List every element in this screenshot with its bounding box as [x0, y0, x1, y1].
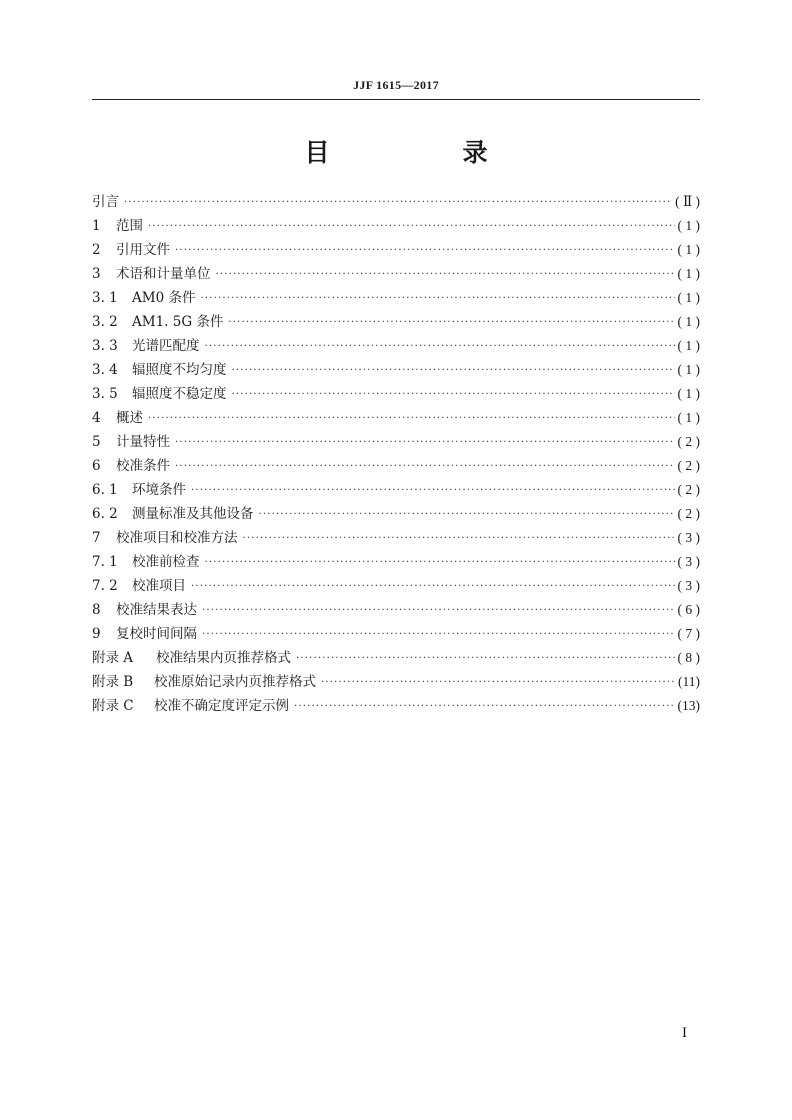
toc-entry-3-4[interactable]	[92, 358, 700, 382]
toc-entry-label: AM0 条件	[132, 290, 196, 306]
toc-entry-6-2[interactable]	[92, 502, 700, 526]
toc-entry-3[interactable]	[92, 262, 700, 286]
toc-entry-label: 校准原始记录内页推荐格式	[154, 674, 316, 690]
toc-dot-leader	[148, 215, 675, 239]
toc-entry-page: ( Ⅱ )	[675, 194, 700, 209]
toc-dot-leader	[191, 479, 675, 503]
toc-dot-leader	[191, 575, 675, 599]
toc-entry-page: (13)	[677, 698, 700, 713]
toc-dot-leader	[124, 191, 672, 215]
toc-entry-2[interactable]	[92, 238, 700, 262]
header-rule	[92, 99, 700, 100]
toc-entry-4[interactable]	[92, 406, 700, 430]
toc-entry-introduction[interactable]	[92, 190, 700, 214]
toc-dot-leader	[202, 623, 675, 647]
toc-entry-label: 校准结果表达	[116, 602, 197, 618]
toc-entry-number: 5	[92, 434, 101, 450]
toc-entry-number: 3. 5	[92, 386, 118, 402]
toc-entry-page: ( 3 )	[677, 554, 700, 569]
toc-entry-number: 3. 2	[92, 314, 118, 330]
toc-entry-label: 校准不确定度评定示例	[154, 698, 289, 714]
toc-entry-page: ( 2 )	[677, 506, 700, 521]
toc-entry-appendix-a[interactable]	[92, 646, 700, 670]
table-of-contents	[92, 190, 700, 718]
toc-entry-page: ( 1 )	[677, 338, 700, 353]
toc-entry-label: AM1. 5G 条件	[132, 314, 224, 330]
page-number: I	[682, 1025, 687, 1041]
toc-dot-leader	[148, 407, 675, 431]
toc-entry-3-1[interactable]	[92, 286, 700, 310]
toc-entry-number: 3. 3	[92, 338, 118, 354]
toc-entry-8[interactable]	[92, 598, 700, 622]
toc-dot-leader	[175, 239, 675, 263]
toc-entry-number: 6. 1	[92, 482, 118, 498]
toc-entry-label: 校准前检查	[132, 554, 200, 570]
toc-dot-leader	[175, 455, 675, 479]
toc-entry-number: 8	[92, 602, 101, 618]
toc-entry-page: ( 2 )	[677, 458, 700, 473]
toc-dot-leader	[175, 431, 675, 455]
toc-entry-page: ( 1 )	[677, 410, 700, 425]
toc-entry-page: ( 1 )	[677, 290, 700, 305]
toc-entry-label: 校准结果内页推荐格式	[156, 650, 291, 666]
toc-entry-page: ( 8 )	[677, 650, 700, 665]
toc-dot-leader	[232, 359, 675, 383]
toc-entry-label: 计量特性	[116, 434, 170, 450]
toc-entry-label: 环境条件	[132, 482, 186, 498]
toc-entry-page: ( 3 )	[677, 578, 700, 593]
standard-code-header: JJF 1615—2017	[353, 78, 439, 92]
toc-entry-number: 6	[92, 458, 101, 474]
toc-entry-label: 引用文件	[116, 242, 170, 258]
toc-dot-leader	[202, 599, 675, 623]
toc-entry-appendix-c[interactable]	[92, 694, 700, 718]
toc-entry-page: ( 6 )	[677, 602, 700, 617]
toc-entry-number: 3. 1	[92, 290, 118, 306]
toc-dot-leader	[232, 383, 675, 407]
toc-entry-number: 7	[92, 530, 101, 546]
toc-entry-page: ( 7 )	[677, 626, 700, 641]
toc-entry-9[interactable]	[92, 622, 700, 646]
toc-entry-page: ( 1 )	[677, 362, 700, 377]
toc-dot-leader	[200, 287, 674, 311]
toc-entry-label: 术语和计量单位	[116, 266, 211, 282]
toc-entry-number: 3	[92, 266, 101, 282]
toc-entry-page: ( 1 )	[677, 266, 700, 281]
toc-entry-page: ( 3 )	[677, 530, 700, 545]
toc-entry-number: 3. 4	[92, 362, 118, 378]
toc-entry-number: 7. 2	[92, 578, 118, 594]
toc-entry-1[interactable]	[92, 214, 700, 238]
toc-entry-number: 附录 A	[92, 650, 134, 666]
toc-entry-page: (11)	[678, 674, 700, 689]
toc-entry-page: ( 2 )	[677, 482, 700, 497]
toc-entry-page: ( 1 )	[677, 314, 700, 329]
toc-entry-5[interactable]	[92, 430, 700, 454]
toc-entry-appendix-b[interactable]	[92, 670, 700, 694]
toc-entry-number: 6. 2	[92, 506, 118, 522]
toc-entry-label: 辐照度不稳定度	[132, 386, 227, 402]
toc-entry-label: 引言	[92, 194, 119, 210]
toc-entry-7[interactable]	[92, 526, 700, 550]
toc-entry-label: 校准项目	[132, 578, 186, 594]
toc-entry-label: 概述	[116, 410, 143, 426]
toc-entry-3-5[interactable]	[92, 382, 700, 406]
page-title: 目 录	[304, 138, 542, 167]
toc-entry-number: 2	[92, 242, 101, 258]
toc-entry-page: ( 2 )	[677, 434, 700, 449]
toc-entry-label: 范围	[116, 218, 143, 234]
toc-entry-label: 测量标准及其他设备	[132, 506, 254, 522]
toc-entry-number: 7. 1	[92, 554, 118, 570]
toc-entry-7-2[interactable]	[92, 574, 700, 598]
toc-entry-label: 校准项目和校准方法	[116, 530, 238, 546]
toc-entry-number: 附录 B	[92, 674, 134, 690]
toc-entry-6-1[interactable]	[92, 478, 700, 502]
toc-entry-6[interactable]	[92, 454, 700, 478]
toc-entry-3-3[interactable]	[92, 334, 700, 358]
toc-entry-page: ( 1 )	[677, 242, 700, 257]
toc-entry-7-1[interactable]	[92, 550, 700, 574]
toc-dot-leader	[228, 311, 674, 335]
toc-entry-label: 光谱匹配度	[132, 338, 200, 354]
toc-entry-3-2[interactable]	[92, 310, 700, 334]
toc-dot-leader	[243, 527, 675, 551]
toc-entry-page: ( 1 )	[677, 218, 700, 233]
toc-entry-number: 4	[92, 410, 101, 426]
toc-dot-leader	[216, 263, 675, 287]
toc-entry-page: ( 1 )	[677, 386, 700, 401]
toc-entry-number: 附录 C	[92, 698, 134, 714]
toc-entry-number: 9	[92, 626, 101, 642]
toc-entry-number: 1	[92, 218, 101, 234]
toc-entry-label: 复校时间间隔	[116, 626, 197, 642]
toc-entry-label: 辐照度不均匀度	[132, 362, 227, 378]
toc-dot-leader	[296, 647, 675, 671]
toc-dot-leader	[259, 503, 675, 527]
toc-dot-leader	[205, 551, 675, 575]
toc-dot-leader	[205, 335, 675, 359]
toc-dot-leader	[294, 695, 675, 719]
toc-entry-label: 校准条件	[116, 458, 170, 474]
toc-dot-leader	[321, 671, 675, 695]
